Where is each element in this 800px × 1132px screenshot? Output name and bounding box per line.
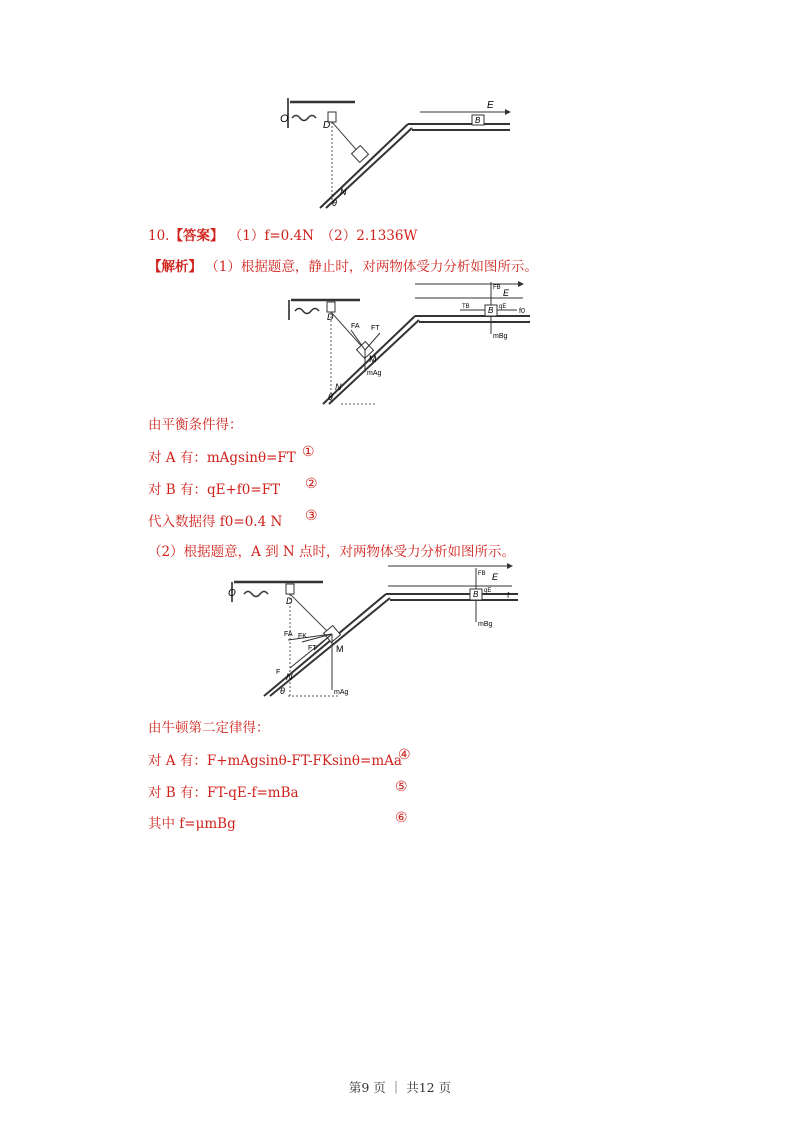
analysis-line (148, 255, 538, 275)
answer-text: （1）f=0.4N （2）2.1336W (235, 228, 418, 244)
label-e: E (492, 572, 499, 582)
answer-line (148, 224, 417, 244)
equation-2-number: ② (305, 476, 318, 492)
label-o: O (228, 588, 236, 599)
label-mbg: mBg (493, 333, 508, 340)
label-qe: qE (484, 588, 492, 594)
label-n: N (335, 382, 342, 392)
label-fk: FK (298, 633, 307, 640)
equation-5-number: ⑤ (395, 779, 408, 795)
label-theta: θ (332, 198, 337, 208)
label-m: M (369, 354, 377, 364)
label-qe: qE (499, 304, 507, 310)
label-mbg: mBg (478, 621, 493, 628)
equation-3: 代入数据得 f0=0.4 N (148, 514, 283, 530)
label-b: B (488, 306, 494, 315)
label-mag: mAg (367, 370, 382, 377)
equation-2: 对 B 有：qE+f0=FT (148, 482, 281, 498)
part1-intro: （1）根据题意，静止时，对两物体受力分析如图所示。 (212, 259, 538, 275)
equation-4: 对 A 有：F+mAgsinθ-FT-FKsinθ=mAa (148, 753, 402, 769)
label-theta: θ (280, 686, 285, 696)
figure-dynamic-forces (228, 562, 528, 702)
label-fa: FA (284, 631, 293, 638)
equation-3-number: ③ (305, 508, 318, 524)
label-ft: FT (371, 325, 380, 332)
label-f: F (276, 669, 281, 676)
label-f0: f0 (519, 308, 525, 315)
equation-6-number: ⑥ (395, 810, 408, 826)
label-d: D (286, 596, 293, 606)
figure-static-forces (285, 278, 535, 408)
label-theta: θ (328, 392, 333, 402)
label-m: M (336, 644, 344, 654)
page-footer: 第9 页 ｜ 共12 页 (348, 1080, 452, 1095)
newton-heading: 由牛顿第二定律得： (148, 720, 270, 736)
answer-label: 【答案】 (169, 228, 224, 244)
question-number: 10. (148, 228, 170, 244)
label-mag: mAg (334, 689, 349, 696)
label-e: E (503, 288, 510, 298)
label-n: N (340, 187, 347, 197)
label-e: E (487, 100, 494, 111)
label-d: D (323, 120, 331, 131)
part2-intro: （2）根据题意，A 到 N 点时，对两物体受力分析如图所示。 (148, 544, 516, 560)
label-fb: FB (478, 571, 486, 577)
equilibrium-heading: 由平衡条件得： (148, 417, 243, 433)
equation-5: 对 B 有：FT-qE-f=mBa (148, 785, 299, 801)
label-ft: FT (308, 645, 317, 652)
label-n: N (286, 672, 293, 682)
label-o: O (280, 113, 289, 125)
equation-4-number: ④ (398, 747, 411, 763)
figure-setup (280, 96, 520, 211)
label-b: B (473, 590, 479, 599)
equation-1-number: ① (302, 444, 315, 460)
label-d: D (327, 312, 334, 322)
label-fb: FB (493, 285, 501, 291)
label-f-friction: f (507, 591, 510, 600)
label-fa: FA (351, 323, 360, 330)
equation-6: 其中 f=μmBg (148, 816, 236, 832)
label-tb: TB (462, 304, 470, 310)
analysis-label: 【解析】 (148, 259, 202, 275)
equation-1: 对 A 有：mAgsinθ=FT (148, 450, 296, 466)
label-b: B (475, 116, 481, 125)
